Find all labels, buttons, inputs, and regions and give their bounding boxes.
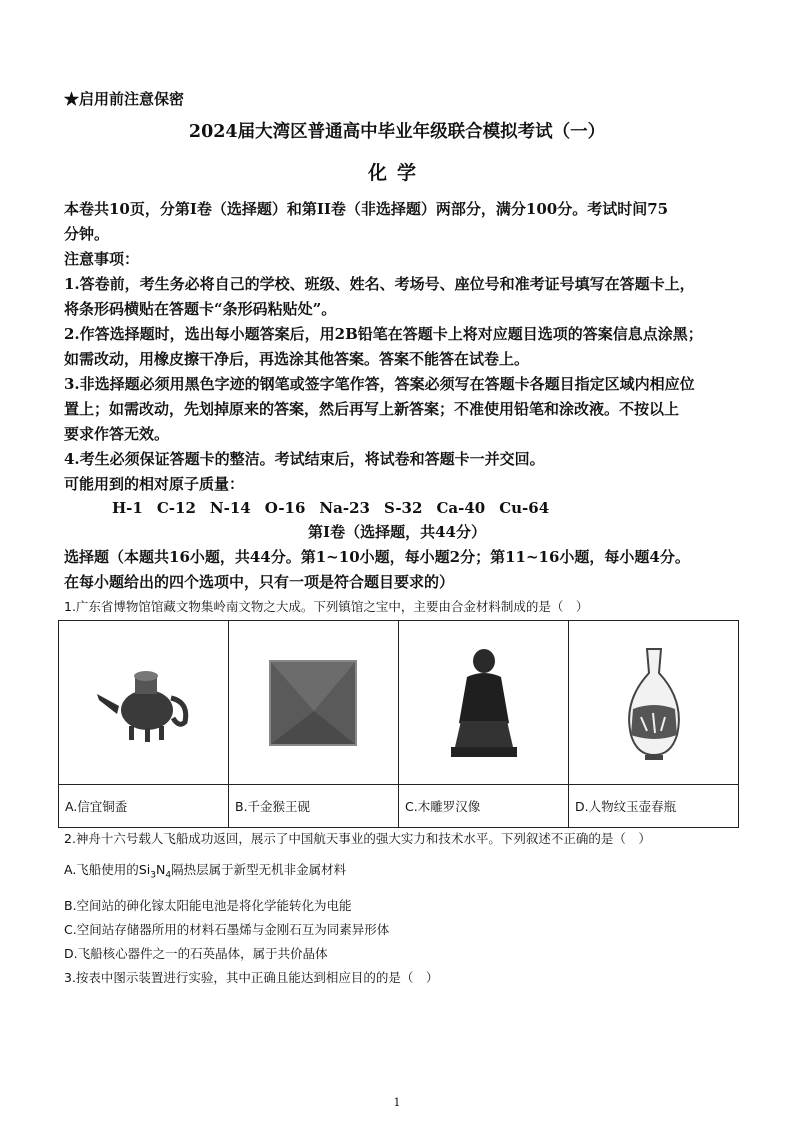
option-a-text-end: 隔热层属于新型无机非金属材料 (171, 862, 347, 877)
intro-line-1: 本卷共10页，分第I卷（选择题）和第II卷（非选择题）两部分，满分100分。考试时间75 (64, 200, 669, 218)
notice-item-3-line-1: 3.非选择题必须用黑色字迹的钢笔或签字笔作答，答案必须写在答题卡各题目指定区域内相应位 (64, 375, 695, 393)
wooden-arhat-statue-icon (439, 643, 529, 763)
intro-line-2: 分钟。 (64, 225, 110, 243)
inkstone-icon (264, 653, 364, 753)
notice-item-2-line-1: 2.作答选择题时，选出每小题答案后，用2B铅笔在答题卡上将对应题目选项的答案信息点涂黑； (64, 325, 703, 343)
question-1-stem: 1.广东省博物馆馆藏文物集岭南文物之大成。下列镇馆之宝中，主要由合金材料制成的是（ ） (64, 599, 589, 614)
notice-item-1-line-2: 将条形码横贴在答题卡“条形码粘贴处”。 (64, 300, 337, 318)
option-c-label: C.木雕罗汉像 (399, 785, 569, 828)
question-2-option-a (64, 860, 346, 886)
option-c-image-cell (399, 621, 569, 785)
atomic-masses-list (112, 497, 563, 520)
option-b-label: B.千金猴王砚 (229, 785, 399, 828)
notice-item-2-line-2: 如需改动，用橡皮擦干净后，再选涂其他答案。答案不能答在试卷上。 (64, 350, 530, 368)
notice-item-4: 4.考生必须保证答题卡的整洁。考试结束后，将试卷和答题卡一并交回。 (64, 450, 545, 468)
option-a-image-cell (59, 621, 229, 785)
atomic-mass-item: C-12 (156, 499, 196, 517)
formula-si3n4 (138, 862, 172, 881)
bronze-ewer-icon (89, 658, 199, 748)
notice-item-3-line-3: 要求作答无效。 (64, 425, 170, 443)
exam-title: 2024届大湾区普通高中毕业年级联合模拟考试（一） (188, 122, 606, 142)
atomic-mass-item: N-14 (209, 499, 251, 517)
confidential-notice: ★启用前注意保密 (64, 90, 185, 108)
option-a-label: A.信宜铜盉 (59, 785, 229, 828)
atomic-mass-item: Ca-40 (436, 499, 486, 517)
porcelain-vase-icon (619, 643, 689, 763)
option-d-image-cell (569, 621, 739, 785)
option-a-text: A.飞船使用的 (64, 862, 139, 877)
notice-heading: 注意事项： (64, 250, 140, 268)
question-1-options-table (58, 620, 739, 828)
option-b-image-cell (229, 621, 399, 785)
section-1-instructions-line-2: 在每小题给出的四个选项中，只有一项是符合题目要求的） (64, 573, 455, 591)
question-3-stem: 3.按表中图示装置进行实验，其中正确且能达到相应目的的是（ ） (64, 970, 439, 985)
question-2-option-d: D.飞船核心器件之一的石英晶体，属于共价晶体 (64, 946, 328, 961)
formula-sub-4: 4 (165, 870, 172, 881)
formula-si: Si (138, 862, 151, 877)
formula-n: N (155, 862, 166, 877)
notice-item-3-line-2: 置上；如需改动，先划掉原来的答案，然后再写上新答案；不准使用铅笔和涂改液。不按以上 (64, 400, 680, 418)
question-2-stem: 2.神舟十六号载人飞船成功返回，展示了中国航天事业的强大实力和技术水平。下列叙述不正确的是（ ） (64, 831, 651, 846)
question-2-option-c: C.空间站存储器所用的材料石墨烯与金刚石互为同素异形体 (64, 922, 390, 937)
atomic-mass-item: Na-23 (319, 499, 370, 517)
atomic-mass-item: S-32 (383, 499, 423, 517)
atomic-mass-item: O-16 (264, 499, 306, 517)
page-number: 1 (393, 1096, 401, 1109)
atomic-mass-item: Cu-64 (499, 499, 550, 517)
formula-sub-3: 3 (150, 870, 156, 881)
atomic-masses-heading: 可能用到的相对原子质量： (64, 475, 245, 493)
option-d-label: D.人物纹玉壶春瓶 (569, 785, 739, 828)
question-2-option-b: B.空间站的砷化镓太阳能电池是将化学能转化为电能 (64, 898, 352, 913)
atomic-mass-item: H-1 (112, 499, 143, 517)
section-1-instructions-line-1: 选择题（本题共16小题，共44分。第1~10小题，每小题2分；第11~16小题，每小题4分。 (64, 548, 690, 566)
notice-item-1-line-1: 1.答卷前，考生务必将自己的学校、班级、姓名、考场号、座位号和准考证号填写在答题卡上， (64, 275, 695, 293)
section-1-title: 第I卷（选择题，共44分） (308, 523, 486, 541)
subject-title: 化学 (367, 162, 426, 184)
